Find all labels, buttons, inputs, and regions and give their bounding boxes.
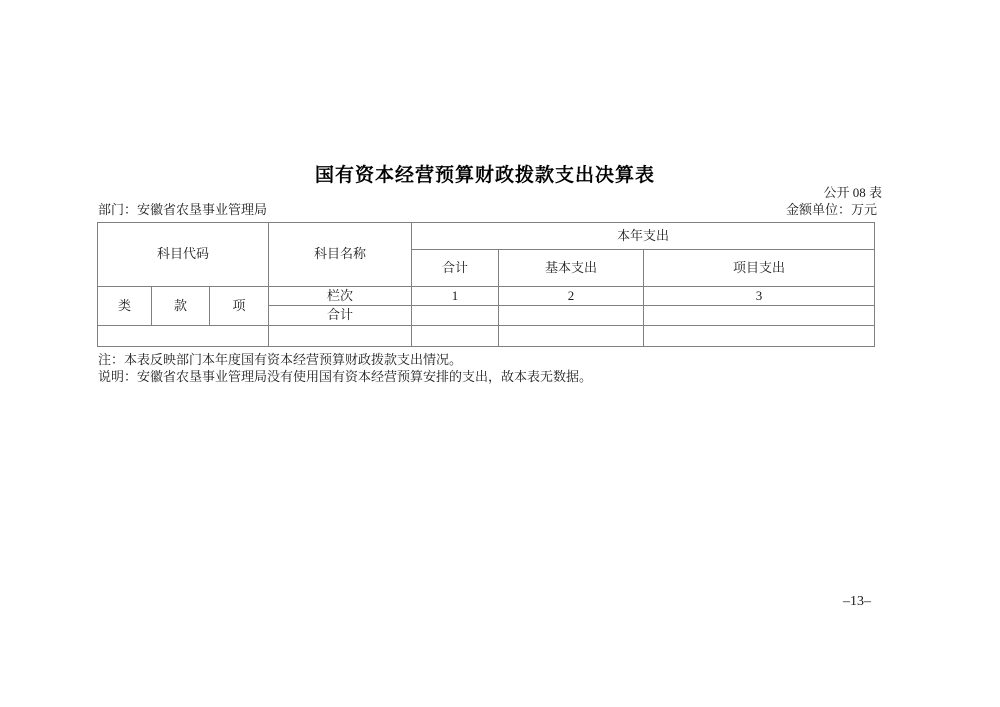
header-class: 类 xyxy=(98,287,152,326)
header-project-expenditure: 项目支出 xyxy=(644,250,875,287)
empty-name-cell xyxy=(269,326,412,347)
header-row-label: 栏次 xyxy=(269,287,412,306)
row-total-value-project xyxy=(644,306,875,326)
expenditure-table xyxy=(97,222,875,347)
empty-value-total xyxy=(412,326,499,347)
header-item: 项 xyxy=(210,287,269,326)
notes-block xyxy=(98,351,592,385)
header-current-year-expenditure: 本年支出 xyxy=(412,223,875,250)
department-label: 部门：安徽省农垦事业管理局 xyxy=(98,202,268,217)
amount-unit-label: 金额单位：万元 xyxy=(785,202,877,217)
column-number-2: 2 xyxy=(499,287,644,306)
empty-value-basic xyxy=(499,326,644,347)
header-subject-name: 科目名称 xyxy=(269,223,412,287)
meta-row xyxy=(98,199,877,218)
header-total: 合计 xyxy=(412,250,499,287)
row-total-value-total xyxy=(412,306,499,326)
note-line: 注：本表反映部门本年度国有资本经营预算财政拨款支出情况。 xyxy=(98,352,463,367)
table-code-label: 公开 08 表 xyxy=(823,185,882,200)
row-total-value-basic xyxy=(499,306,644,326)
empty-value-project xyxy=(644,326,875,347)
page-number: –13– xyxy=(843,594,871,609)
empty-code-cell xyxy=(98,326,269,347)
header-section: 款 xyxy=(152,287,210,326)
header-subject-code: 科目代码 xyxy=(98,223,269,287)
row-total-label: 合计 xyxy=(269,306,412,326)
column-number-1: 1 xyxy=(412,287,499,306)
header-basic-expenditure: 基本支出 xyxy=(499,250,644,287)
explanation-line: 说明：安徽省农垦事业管理局没有使用国有资本经营预算安排的支出，故本表无数据。 xyxy=(98,369,593,384)
table-row-empty xyxy=(98,326,875,347)
column-number-3: 3 xyxy=(644,287,875,306)
page-title: 国有资本经营预算财政拨款支出决算表 xyxy=(314,165,655,186)
